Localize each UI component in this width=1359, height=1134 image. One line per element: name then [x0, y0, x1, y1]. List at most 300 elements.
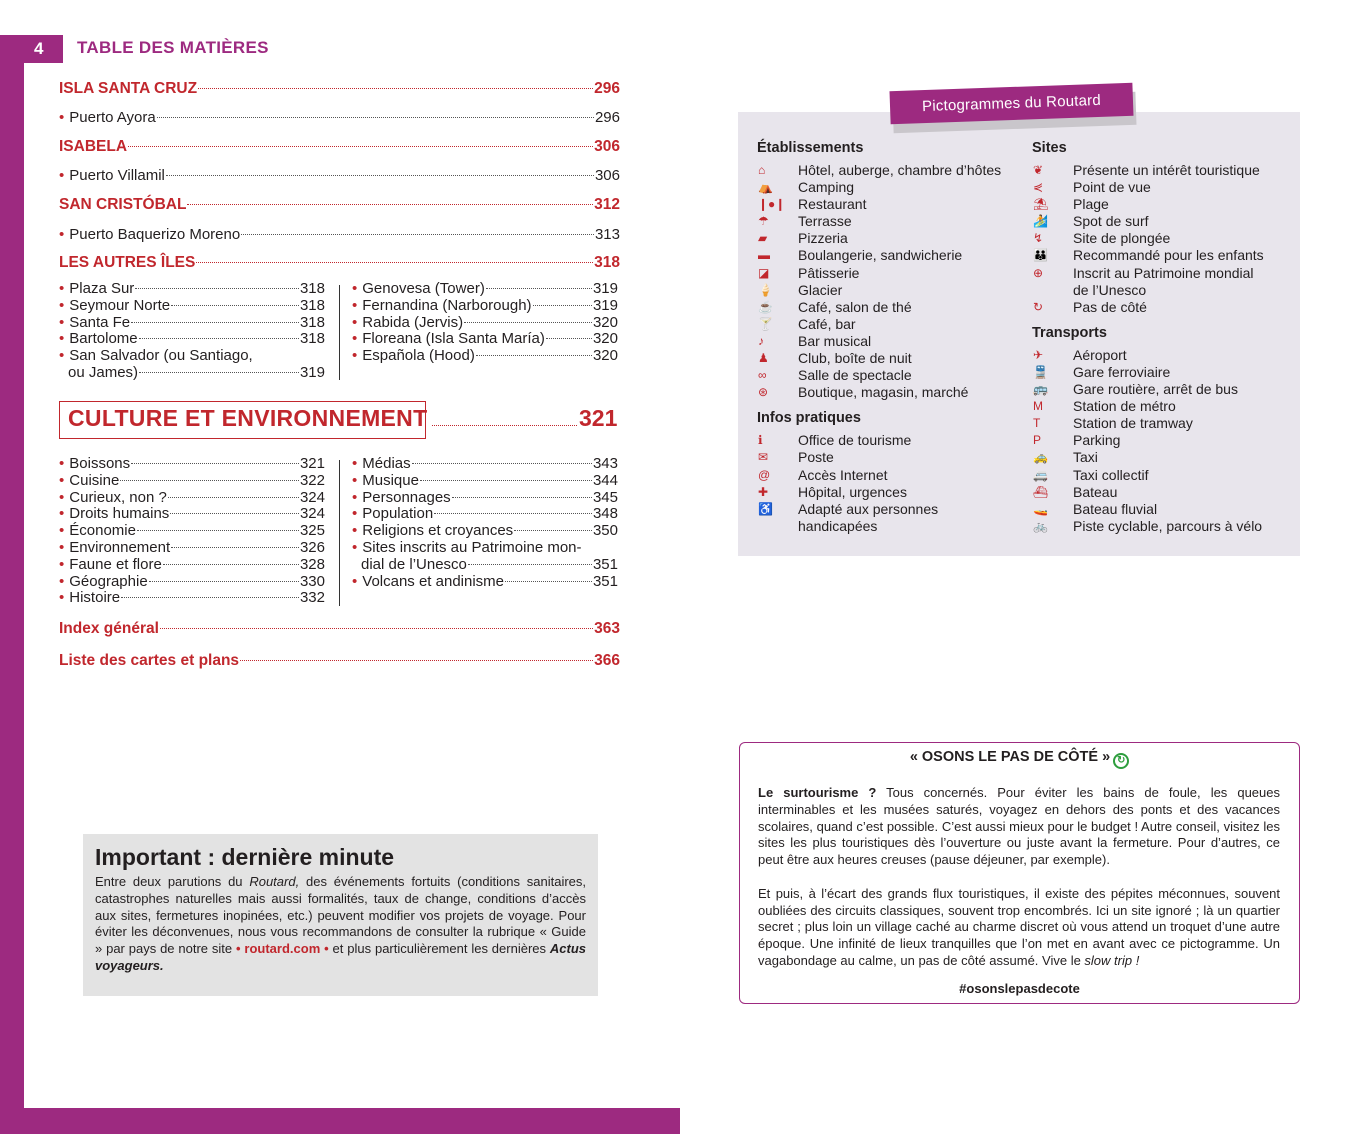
- dot-leader: [196, 262, 593, 263]
- dot-leader: [486, 288, 592, 289]
- picto-label: Glacier: [798, 281, 843, 298]
- dot-leader: [163, 564, 299, 565]
- picto-item: [757, 230, 1027, 247]
- picto-label: Boutique, magasin, marché: [798, 384, 969, 401]
- toc-section-isabela[interactable]: [59, 138, 620, 156]
- bullet: •: [59, 455, 65, 472]
- picto-label: Bar musical: [798, 332, 872, 349]
- picto-label: Adapté aux personnes: [798, 500, 939, 517]
- entry-page: 345: [592, 488, 618, 506]
- picto-item: [757, 179, 1027, 196]
- dot-leader: [120, 480, 299, 481]
- entry-page: 313: [594, 226, 620, 243]
- toc-entry[interactable]: [59, 348, 325, 365]
- picto-label: Office de tourisme: [798, 432, 912, 449]
- entry-page: 351: [592, 572, 618, 590]
- toc-entry[interactable]: [59, 557, 325, 574]
- entry-label: Puerto Baquerizo Moreno: [69, 226, 241, 243]
- column-divider: [339, 460, 340, 606]
- metro-icon: M: [1033, 399, 1043, 414]
- entry-page: 350: [592, 522, 618, 540]
- picto-label: Taxi collectif: [1073, 466, 1149, 483]
- toc-section-cartes[interactable]: [59, 652, 620, 670]
- picto-label: Boulangerie, sandwicherie: [798, 247, 963, 264]
- picto-item: [757, 213, 1027, 230]
- picto-list-etablissements: [757, 162, 1027, 401]
- bullet: •: [59, 280, 65, 297]
- bottom-band: [0, 1108, 680, 1134]
- glass-icon: 🍸: [758, 316, 773, 331]
- picto-item: [1032, 449, 1292, 466]
- picto-label: Présente un intérêt touristique: [1073, 162, 1260, 178]
- toc-entry[interactable]: [59, 456, 325, 473]
- bullet: •: [352, 572, 358, 590]
- osons-lead: Le surtourisme ?: [758, 785, 877, 800]
- section-page: 318: [594, 254, 620, 271]
- dot-leader: [476, 355, 592, 356]
- picto-label: Pâtisserie: [798, 264, 860, 281]
- dot-leader: [241, 234, 594, 235]
- entry-label: Histoire: [69, 589, 121, 607]
- column-divider: [339, 285, 340, 380]
- dot-leader: [533, 305, 592, 306]
- entry-label: Environnement: [69, 538, 171, 556]
- mail-icon: ✉: [758, 450, 769, 465]
- bullet: •: [352, 313, 358, 331]
- bullet: •: [59, 167, 65, 184]
- shop-icon: ⊛: [758, 385, 769, 400]
- entry-page: 324: [299, 505, 325, 523]
- picto-item: [1032, 518, 1292, 535]
- toc-entry[interactable]: [59, 490, 325, 507]
- dot-leader: [139, 338, 299, 339]
- terrace-icon: ☂: [758, 214, 769, 229]
- picto-label: Café, salon de thé: [798, 298, 912, 315]
- section-page: 363: [594, 620, 620, 637]
- bullet: •: [59, 589, 65, 607]
- picto-label: Aéroport: [1073, 346, 1127, 363]
- dot-leader: [135, 288, 299, 289]
- picto-item: [1032, 213, 1292, 230]
- picto-label: Station de tramway: [1073, 415, 1193, 432]
- entry-label: Droits humains: [69, 505, 170, 523]
- toc-entry[interactable]: [59, 315, 325, 332]
- section-label: ISLA SANTA CRUZ: [59, 80, 198, 97]
- toc-entry[interactable]: [352, 315, 618, 332]
- entry-page: 320: [592, 313, 618, 331]
- music-icon: ♪: [758, 333, 764, 348]
- dot-leader: [420, 480, 592, 481]
- dot-leader: [468, 564, 592, 565]
- entry-page: 332: [299, 589, 325, 607]
- toc-entry[interactable]: [352, 456, 618, 473]
- entry-page: 318: [299, 313, 325, 331]
- toc-entry[interactable]: [59, 590, 325, 607]
- toc-entry[interactable]: [352, 331, 618, 348]
- picto-item: [757, 518, 1027, 535]
- picto-item: [757, 350, 1027, 367]
- osons-text: Tous concernés. Pour éviter les bains de foule, les queues interminables et les musées saturés, voyagez en dehors des ponts et des vacances scolaires, quand c’est possible. C’est aussi mieux pour le budget ! Autre conseil, visitez les sites les plus touristiques dès l’ouverture ou juste avant la fermeture. Pour d’autres, ce peut être aux heures creuses (pause déjeuner, par exemple).: [758, 785, 1280, 868]
- toc-section-autres-iles[interactable]: [59, 254, 620, 272]
- restaurant-icon: ❙●❙: [758, 197, 786, 212]
- picto-heading-transports: Transports: [1032, 324, 1107, 341]
- toc-entry[interactable]: [59, 281, 325, 298]
- notice-text: et plus particulièrement les dernières: [328, 941, 550, 957]
- picto-item: [1032, 265, 1292, 282]
- picto-item: [757, 467, 1027, 484]
- picto-item: [757, 162, 1027, 179]
- entry-label: Genovesa (Tower): [362, 280, 485, 297]
- picto-label: Accès Internet: [798, 466, 888, 483]
- picto-item: [1032, 230, 1292, 247]
- bullet: •: [59, 347, 65, 365]
- picto-item: [1032, 282, 1292, 299]
- picto-item: [1032, 484, 1292, 501]
- bullet: •: [352, 538, 358, 556]
- entry-label: Seymour Norte: [69, 296, 171, 314]
- entry-page: 348: [592, 505, 618, 523]
- toc-section-san-cristobal[interactable]: [59, 196, 620, 214]
- entry-page: 351: [592, 555, 618, 573]
- dot-leader: [128, 146, 593, 147]
- picto-list-sites: [1032, 162, 1292, 316]
- toc-entry[interactable]: [352, 540, 618, 557]
- picto-label: Club, boîte de nuit: [798, 350, 912, 367]
- toc-section-index[interactable]: [59, 620, 620, 638]
- entry-label: Musique: [362, 471, 419, 489]
- picto-label: Pizzeria: [798, 230, 848, 247]
- star-site-icon: ❦: [1033, 163, 1044, 177]
- picto-item: [757, 316, 1027, 333]
- toc-entry[interactable]: [352, 281, 618, 298]
- show-icon: ∞: [758, 368, 767, 383]
- picto-item: [1032, 347, 1292, 364]
- toc-entry-puerto-ayora[interactable]: [59, 109, 620, 126]
- entry-page: 319: [592, 280, 618, 297]
- entry-label: Boissons: [69, 455, 131, 472]
- picto-label: Spot de surf: [1073, 213, 1149, 230]
- bullet: •: [352, 455, 358, 472]
- entry-page: 325: [299, 522, 325, 540]
- picto-item: [1032, 398, 1292, 415]
- entry-label: Religions et croyances: [362, 522, 514, 540]
- plane-icon: ✈: [1033, 347, 1044, 362]
- notice-text: des événements fortuits (conditions sanitaires, catastrophes naturelles mais aussi formalités, taux de change, conditions d’accès aux sites, fermetures inopinées, etc.) peuvent modifier vos projets de voyage. Pour éviter les déconvenues, nous vous recommandons de consulter la rubrique « Guide » par pays de notre site: [95, 874, 587, 957]
- osons-hashtag[interactable]: #osonslepasdecote: [959, 981, 1080, 996]
- picto-heading-sites: Sites: [1032, 140, 1067, 156]
- entry-page: 324: [299, 488, 325, 506]
- entry-label: Fernandina (Narborough): [362, 296, 532, 314]
- picto-label: Poste: [798, 449, 834, 466]
- parking-icon: P: [1033, 433, 1042, 448]
- picto-item: [757, 247, 1027, 264]
- toc-entry[interactable]: [352, 473, 618, 490]
- hotel-icon: ⌂: [758, 163, 766, 177]
- picto-item: [1032, 162, 1292, 179]
- at-icon: @: [758, 467, 771, 482]
- dot-leader: [168, 497, 299, 498]
- surf-icon: 🏄: [1033, 214, 1048, 229]
- bullet: •: [59, 488, 65, 506]
- bullet: •: [352, 347, 358, 365]
- toc-entry-puerto-baquerizo[interactable]: [59, 226, 620, 243]
- bullet: •: [59, 296, 65, 314]
- toc-entry[interactable]: [352, 298, 618, 315]
- culture-left-column: [59, 456, 325, 607]
- autres-iles-right-column: [352, 281, 618, 365]
- osons-title: [739, 749, 1300, 769]
- entry-label-cont: ou James): [68, 363, 139, 381]
- entry-label: Española (Hood): [362, 347, 475, 365]
- toc-entry-continued[interactable]: [59, 365, 325, 382]
- toc-entry[interactable]: [59, 331, 325, 348]
- notice-title: Important : dernière minute: [95, 844, 395, 870]
- osons-paragraph-2: [758, 886, 1280, 970]
- entry-page: 318: [299, 296, 325, 314]
- dot-leader: [157, 117, 594, 118]
- icon-spacer: [1032, 282, 1073, 299]
- toc-entry[interactable]: [59, 574, 325, 591]
- dot-leader: [131, 322, 299, 323]
- picto-column-left: [757, 139, 1027, 535]
- picto-label: Café, bar: [798, 315, 856, 332]
- culture-right-column: [352, 456, 618, 590]
- routard-link[interactable]: • routard.com •: [236, 941, 329, 957]
- entry-label: Économie: [69, 522, 136, 540]
- osons-paragraph-1: [758, 785, 1280, 869]
- toc-entry[interactable]: [352, 523, 618, 540]
- picto-item: [757, 384, 1027, 401]
- toc-entry[interactable]: [352, 490, 618, 507]
- picto-item: [1032, 247, 1292, 264]
- osons-title-text: « OSONS LE PAS DE CÔTÉ »: [909, 749, 1111, 765]
- dot-leader: [546, 338, 592, 339]
- section-page: 312: [594, 196, 620, 213]
- hospital-icon: ✚: [758, 484, 769, 499]
- picto-item: [757, 282, 1027, 299]
- picto-item: [1032, 299, 1292, 316]
- entry-label-cont: dial de l’Unesco: [361, 555, 467, 573]
- icon-spacer: [757, 518, 798, 535]
- bullet: •: [59, 572, 65, 590]
- picto-column-right: [1032, 139, 1292, 535]
- entry-page: 322: [299, 471, 325, 489]
- toc-entry-continued[interactable]: [352, 557, 618, 574]
- toc-entry[interactable]: [352, 348, 618, 365]
- picto-list-transports: [1032, 347, 1292, 535]
- section-page: 366: [594, 652, 620, 669]
- dot-leader: [240, 660, 593, 661]
- section-label: ISABELA: [59, 138, 128, 155]
- river-boat-icon: 🚤: [1033, 501, 1048, 516]
- toc-entry[interactable]: [59, 473, 325, 490]
- pizza-icon: ▰: [758, 231, 768, 246]
- picto-item: [757, 501, 1027, 518]
- entry-label: Puerto Villamil: [69, 167, 165, 184]
- bullet: •: [352, 522, 358, 540]
- osons-text: Et puis, à l’écart des grands flux touristiques, il existe des pépites méconnues, souvent oubliées des circuits classiques, souvent trop encombrés. Ici un site ignoré ; là un quartier secret ; plus loin un village caché au charme discret où vous attend un troquet d’une autre époque. Une infinité de lieux tranquilles que l’on met en avant avec ce pictogramme. Un vagabondage au calme, un pas de côté assumé. Vive le: [758, 885, 1280, 968]
- toc-entry[interactable]: [352, 574, 618, 591]
- tram-icon: T: [1033, 416, 1041, 431]
- bullet: •: [59, 555, 65, 573]
- dot-leader: [171, 547, 299, 548]
- info-icon: ℹ: [758, 433, 763, 448]
- toc-section-santa-cruz[interactable]: [59, 80, 620, 98]
- picto-item: [757, 196, 1027, 213]
- picto-item: [1032, 196, 1292, 213]
- entry-label: Géographie: [69, 572, 148, 590]
- picto-label: Terrasse: [798, 213, 852, 230]
- bullet: •: [59, 471, 65, 489]
- dance-icon: ♟: [758, 351, 769, 366]
- bike-icon: 🚲: [1033, 518, 1048, 533]
- entry-page: 344: [592, 471, 618, 489]
- dot-leader: [139, 372, 299, 373]
- toc-entry[interactable]: [59, 540, 325, 557]
- bullet: •: [352, 488, 358, 506]
- entry-label: Volcans et andinisme: [362, 572, 505, 590]
- section-label: LES AUTRES ÎLES: [59, 254, 196, 271]
- entry-label: Floreana (Isla Santa María): [362, 330, 545, 348]
- picto-label: Salle de spectacle: [798, 367, 912, 384]
- important-notice: [83, 834, 598, 996]
- dot-leader: [434, 513, 592, 514]
- entry-page: 320: [592, 330, 618, 348]
- section-label: Liste des cartes et plans: [59, 652, 240, 669]
- picto-item: [1032, 179, 1292, 196]
- picto-label: Plage: [1073, 196, 1109, 213]
- left-margin-band: [0, 35, 24, 1134]
- dot-leader: [170, 513, 299, 514]
- picto-label: Bateau fluvial: [1073, 500, 1158, 517]
- entry-label: Plaza Sur: [69, 280, 135, 297]
- toc-entry[interactable]: [352, 506, 618, 523]
- picto-label: Restaurant: [798, 196, 867, 213]
- picto-item: [1032, 364, 1292, 381]
- autres-iles-left-column: [59, 281, 325, 382]
- picto-list-infos: [757, 432, 1027, 535]
- dot-leader: [505, 581, 592, 582]
- family-icon: 👪: [1033, 248, 1048, 263]
- section-page: 296: [594, 80, 620, 97]
- picto-label: Taxi: [1073, 449, 1098, 466]
- picto-label: Point de vue: [1073, 179, 1151, 196]
- entry-page: 306: [594, 167, 620, 184]
- bakery-icon: ▬: [758, 248, 770, 263]
- entry-label: Sites inscrits au Patrimoine mon-: [362, 538, 582, 556]
- dot-leader: [131, 463, 299, 464]
- section-page: 306: [594, 138, 620, 155]
- bullet: •: [352, 296, 358, 314]
- dot-leader: [412, 463, 592, 464]
- dot-leader: [171, 305, 299, 306]
- picto-item: [1032, 415, 1292, 432]
- picto-label: Bateau: [1073, 483, 1118, 500]
- side-step-icon: ↻: [1113, 753, 1129, 769]
- toc-entry-puerto-villamil[interactable]: [59, 167, 620, 184]
- picto-item: [757, 265, 1027, 282]
- entry-label: Personnages: [362, 488, 451, 506]
- picto-label: handicapées: [798, 517, 878, 534]
- dot-leader: [160, 628, 593, 629]
- toc-entry[interactable]: [59, 506, 325, 523]
- entry-page: 321: [299, 455, 325, 472]
- pastry-icon: ◪: [758, 265, 770, 280]
- side-step-icon: ↻: [1033, 299, 1044, 314]
- bullet: •: [59, 109, 65, 126]
- entry-page: 320: [592, 347, 618, 365]
- osons-body: [758, 785, 1280, 970]
- picto-item: [757, 449, 1027, 466]
- section-page: 321: [579, 405, 618, 431]
- picto-heading-etablissements: Établissements: [757, 140, 864, 156]
- entry-label: San Salvador (ou Santiago,: [69, 347, 253, 365]
- unesco-icon: ⊕: [1033, 265, 1044, 280]
- picto-item: [1032, 501, 1292, 518]
- osons-italic: slow trip !: [1084, 952, 1140, 968]
- picto-label: Recommandé pour les enfants: [1073, 247, 1264, 264]
- picto-heading-infos: Infos pratiques: [757, 410, 861, 427]
- entry-label: Santa Fe: [69, 313, 131, 331]
- entry-label: Bartolome: [69, 330, 138, 348]
- entry-label: Faune et flore: [69, 555, 162, 573]
- picto-label: Camping: [798, 179, 855, 196]
- toc-entry[interactable]: [59, 298, 325, 315]
- toc-entry[interactable]: [59, 523, 325, 540]
- beach-icon: ⛱: [1033, 197, 1049, 212]
- dot-leader: [149, 581, 299, 582]
- picto-label: Gare routière, arrêt de bus: [1073, 381, 1238, 398]
- picto-item: [757, 367, 1027, 384]
- bullet: •: [352, 471, 358, 489]
- entry-label: Curieux, non ?: [69, 488, 167, 506]
- entry-page: 318: [299, 280, 325, 297]
- bus-icon: 🚌: [1033, 382, 1048, 397]
- train-icon: 🚆: [1033, 364, 1048, 379]
- entry-page: 296: [594, 109, 620, 126]
- picto-item: [757, 333, 1027, 350]
- picto-item: [1032, 432, 1292, 449]
- section-label: Index général: [59, 620, 159, 637]
- picto-label: Hôtel, auberge, chambre d’hôtes: [798, 162, 1002, 178]
- entry-page: 326: [299, 538, 325, 556]
- notice-text: Entre deux parutions du: [95, 874, 250, 889]
- dot-leader: [121, 597, 299, 598]
- taxi-icon: 🚕: [1033, 450, 1048, 465]
- dot-leader: [514, 530, 592, 531]
- ice-cream-icon: 🍦: [758, 282, 773, 297]
- entry-page: 319: [592, 296, 618, 314]
- entry-label: Population: [362, 505, 434, 523]
- entry-page: 343: [592, 455, 618, 472]
- viewpoint-icon: ⋞: [1033, 180, 1044, 195]
- bullet: •: [352, 280, 358, 297]
- page-title: TABLE DES MATIÈRES: [77, 38, 269, 57]
- section-label: SAN CRISTÓBAL: [59, 196, 187, 213]
- picto-label: Station de métro: [1073, 398, 1176, 415]
- toc-section-culture[interactable]: CULTURE ET ENVIRONNEMENT: [68, 405, 428, 431]
- dot-leader: [198, 88, 593, 89]
- dot-leader: [432, 425, 577, 426]
- dot-leader: [452, 497, 592, 498]
- diving-icon: ↯: [1033, 231, 1044, 246]
- entry-label: Médias: [362, 455, 411, 472]
- wheelchair-icon: ♿: [758, 501, 773, 516]
- dot-leader: [464, 322, 592, 323]
- bullet: •: [59, 538, 65, 556]
- dot-leader: [166, 175, 594, 176]
- picto-label: Gare ferroviaire: [1073, 363, 1171, 380]
